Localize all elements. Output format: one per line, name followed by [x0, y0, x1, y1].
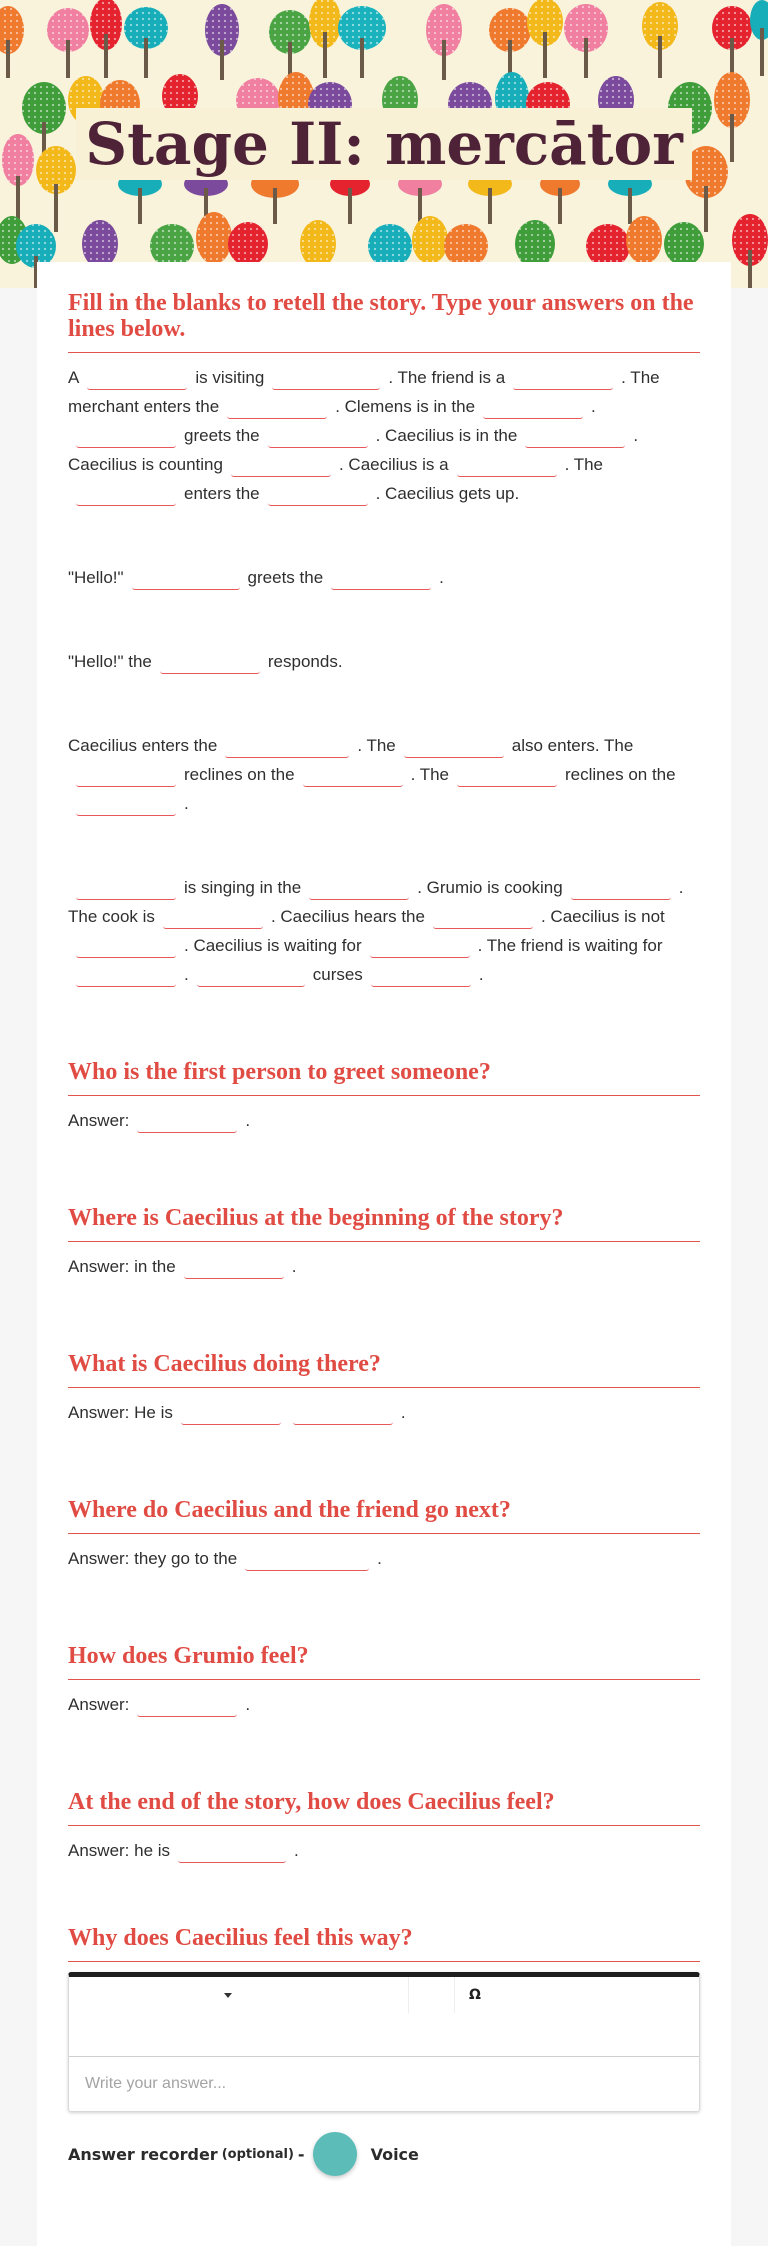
- answer-prefix: Answer: He is: [68, 1403, 173, 1422]
- blank-input[interactable]: [309, 880, 409, 900]
- text: .: [439, 568, 444, 587]
- worksheet: [37, 262, 731, 2246]
- voice-label: Voice: [370, 2144, 419, 2164]
- text: . The friend is a: [388, 368, 506, 387]
- text: . The: [410, 765, 450, 784]
- text: . The: [357, 736, 396, 755]
- text: .: [591, 397, 596, 416]
- question-heading: Where is Caecilius at the beginning of the story?: [68, 1205, 700, 1242]
- story-paragraph-2: [68, 563, 700, 592]
- section-heading: Fill in the blanks to retell the story. Type your answers on the lines below.: [68, 290, 700, 353]
- text: A: [68, 368, 80, 387]
- title-plate: [76, 108, 692, 180]
- question-2: [68, 1205, 700, 1281]
- text: is visiting: [195, 368, 265, 387]
- text: . Caecilius hears the: [270, 907, 425, 926]
- answer-line: [68, 1252, 700, 1281]
- blank-input[interactable]: [404, 738, 504, 758]
- answer-recorder: [68, 2132, 700, 2176]
- answer-suffix: .: [291, 1257, 297, 1276]
- record-voice-button[interactable]: [313, 2132, 357, 2176]
- text: . Caecilius is in the: [375, 426, 518, 445]
- recorder-optional-label: (optional): [221, 2146, 294, 2162]
- answer-line: [68, 1398, 700, 1427]
- blank-input[interactable]: [76, 767, 176, 787]
- toolbar-divider: [409, 1977, 455, 2013]
- text: . Caecilius gets up.: [375, 484, 520, 503]
- blank-input[interactable]: [268, 428, 368, 448]
- text: . Caecilius is a: [338, 455, 449, 474]
- text: greets the: [247, 568, 324, 587]
- blank-input[interactable]: [87, 370, 187, 390]
- answer-input[interactable]: [85, 2075, 683, 2093]
- answer-prefix: Answer: he is: [68, 1841, 171, 1860]
- question-heading: What is Caecilius doing there?: [68, 1351, 700, 1388]
- question-3: [68, 1351, 700, 1427]
- blank-input[interactable]: [370, 938, 470, 958]
- blank-input[interactable]: [513, 370, 613, 390]
- blank-input[interactable]: [76, 938, 176, 958]
- text: . The cook is: [68, 878, 684, 926]
- editor-toolbar: [69, 1977, 699, 2057]
- blank-input[interactable]: [272, 370, 380, 390]
- blank-input[interactable]: [331, 570, 431, 590]
- format-dropdown[interactable]: [69, 1977, 409, 2013]
- question-heading: Where do Caecilius and the friend go next?: [68, 1497, 700, 1534]
- text: . Clemens is in the: [335, 397, 476, 416]
- question-heading: How does Grumio feel?: [68, 1643, 700, 1680]
- text: curses: [312, 965, 363, 984]
- text: . The friend is waiting for: [477, 936, 663, 955]
- omega-icon: Ω: [469, 1987, 481, 2003]
- text: "Hello!": [68, 568, 124, 587]
- answer-suffix: .: [245, 1111, 251, 1130]
- text: .: [184, 965, 189, 984]
- text: . Grumio is cooking: [417, 878, 563, 897]
- text: greets the: [184, 426, 260, 445]
- header-banner: [0, 0, 768, 288]
- text: Caecilius enters the: [68, 736, 218, 755]
- text: also enters. The: [511, 736, 634, 755]
- blank-input[interactable]: [525, 428, 625, 448]
- special-character-button[interactable]: [455, 1977, 481, 2013]
- recorder-label: Answer recorder: [68, 2144, 218, 2164]
- text: enters the: [184, 484, 260, 503]
- question-heading: At the end of the story, how does Caecilius feel?: [68, 1789, 700, 1826]
- text: .: [633, 426, 639, 445]
- text: "Hello!" the: [68, 652, 152, 671]
- answer-line: [68, 1690, 700, 1719]
- blank-input[interactable]: [163, 909, 263, 929]
- story-paragraph-1: [68, 363, 700, 508]
- blank-input[interactable]: [245, 1551, 369, 1571]
- blank-input[interactable]: [132, 570, 240, 590]
- text: . The: [564, 455, 604, 474]
- answer-prefix: Answer:: [68, 1695, 130, 1714]
- question-heading: Who is the first person to greet someone?: [68, 1059, 700, 1096]
- answer-prefix: Answer:: [68, 1111, 130, 1130]
- page-title: Stage II: mercātor: [85, 110, 683, 178]
- recorder-dash: -: [297, 2144, 305, 2164]
- blank-input[interactable]: [371, 967, 471, 987]
- answer-suffix: .: [294, 1841, 299, 1860]
- blank-input[interactable]: [483, 399, 583, 419]
- question-1: [68, 1059, 700, 1135]
- blank-input[interactable]: [268, 486, 368, 506]
- blank-input[interactable]: [137, 1697, 237, 1717]
- answer-suffix: .: [245, 1695, 251, 1714]
- question-heading: Why does Caecilius feel this way?: [68, 1925, 700, 1962]
- blank-input[interactable]: [76, 428, 176, 448]
- fill-in-section: [68, 290, 700, 989]
- text: responds.: [267, 652, 343, 671]
- blank-input[interactable]: [293, 1405, 393, 1425]
- text: reclines on the: [184, 765, 295, 784]
- blank-input[interactable]: [76, 967, 176, 987]
- answer-prefix: Answer: they go to the: [68, 1549, 238, 1568]
- blank-input[interactable]: [571, 880, 671, 900]
- text: . The merchant enters the: [68, 368, 660, 416]
- blank-input[interactable]: [197, 967, 305, 987]
- text: is singing in the: [184, 878, 302, 897]
- answer-suffix: .: [400, 1403, 406, 1422]
- blank-input[interactable]: [178, 1843, 286, 1863]
- answer-area[interactable]: [69, 2057, 699, 2111]
- question-5: [68, 1643, 700, 1719]
- question-7: [68, 1925, 700, 2176]
- blank-input[interactable]: [303, 767, 403, 787]
- story-paragraph-3: [68, 647, 700, 676]
- text: . Caecilius is not: [540, 907, 665, 926]
- blank-input[interactable]: [181, 1405, 281, 1425]
- answer-suffix: .: [377, 1549, 382, 1568]
- blank-input[interactable]: [137, 1113, 237, 1133]
- blank-input[interactable]: [433, 909, 533, 929]
- answer-line: [68, 1836, 700, 1865]
- question-4: [68, 1497, 700, 1573]
- blank-input[interactable]: [457, 457, 557, 477]
- answer-line: [68, 1544, 700, 1573]
- question-6: [68, 1789, 700, 1865]
- text: . Caecilius is waiting for: [184, 936, 362, 955]
- blank-input[interactable]: [457, 767, 557, 787]
- blank-input[interactable]: [227, 399, 327, 419]
- story-paragraph-4: [68, 731, 700, 818]
- rich-text-editor: [68, 1972, 700, 2112]
- blank-input[interactable]: [76, 880, 176, 900]
- blank-input[interactable]: [160, 654, 260, 674]
- blank-input[interactable]: [225, 738, 349, 758]
- answer-prefix: Answer: in the: [68, 1257, 176, 1276]
- blank-input[interactable]: [184, 1259, 284, 1279]
- answer-line: [68, 1106, 700, 1135]
- text: .: [184, 794, 189, 813]
- blank-input[interactable]: [231, 457, 331, 477]
- caret-down-icon: [224, 1993, 232, 1998]
- text: .: [478, 965, 484, 984]
- blank-input[interactable]: [76, 486, 176, 506]
- story-paragraph-5: [68, 873, 700, 989]
- text: reclines on the: [565, 765, 676, 784]
- blank-input[interactable]: [76, 796, 176, 816]
- text: Caecilius is counting: [68, 455, 223, 474]
